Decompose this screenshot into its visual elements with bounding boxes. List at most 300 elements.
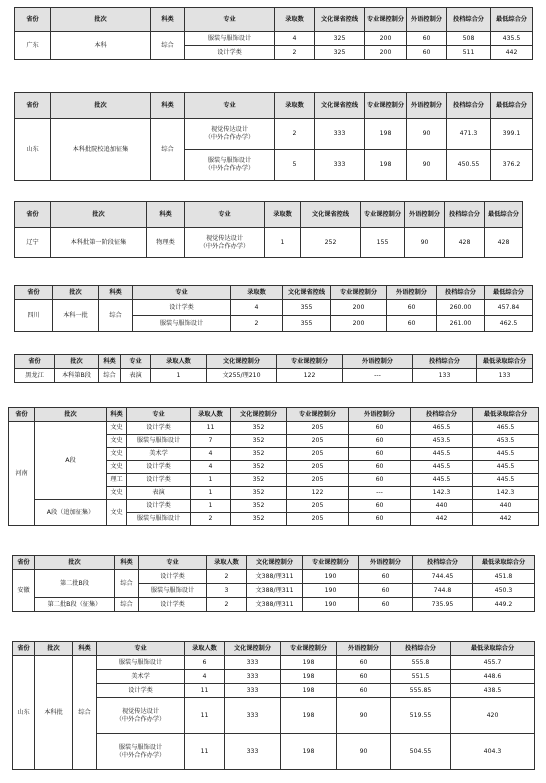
province-cell: 辽宁 [15,228,51,258]
min-score-cell: 457.84 [485,300,533,316]
culture-cell: 333 [315,150,365,181]
min-score-cell: 435.5 [491,32,533,46]
batch-cell: 本科批 [35,656,73,770]
category-cell: 文史 [107,448,127,461]
header-min-score: 最低录取综合分 [451,642,535,656]
culture-cell: 352 [231,422,287,435]
header-min-score: 最低录取综合分 [477,355,533,369]
foreign-cell: 60 [337,670,391,684]
foreign-cell: 90 [337,734,391,770]
header-province: 省份 [13,556,35,570]
score-cell: 555.8 [391,656,451,670]
min-score-cell: 465.5 [473,422,539,435]
pro-cell: 205 [287,448,349,461]
table-row [15,228,523,258]
header-category: 科类 [151,93,185,119]
foreign-cell: 60 [349,461,411,474]
foreign-cell: 90 [337,698,391,734]
category-cell: 文史 [107,435,127,448]
header-category: 科类 [99,286,133,300]
header-batch: 批次 [51,202,147,228]
admitted-cell: 11 [185,684,225,698]
foreign-cell: --- [349,487,411,500]
header-major: 专业 [185,202,265,228]
admitted-cell: 1 [265,228,301,258]
pro-cell: 205 [287,422,349,435]
major-note: （中外合作办学） [115,751,166,759]
min-score-cell: 445.5 [473,461,539,474]
header-foreign-line: 外语控制分 [337,642,391,656]
category-cell: 综合 [73,656,97,770]
score-cell: 261.00 [437,316,485,332]
table-row [15,32,533,46]
culture-cell: 352 [231,513,287,526]
culture-cell: 352 [231,461,287,474]
header-pro-line: 专业课控制分 [365,93,407,119]
category-cell: 综合 [151,119,185,181]
admission-table-shandong [12,641,535,770]
header-pro-line: 专业课控制分 [287,408,349,422]
major-cell [97,734,185,770]
category-cell: 文史 [107,422,127,435]
min-score-cell: 142.3 [473,487,539,500]
major-cell: 设计学类 [127,500,191,513]
score-cell: 445.5 [411,474,473,487]
culture-cell: 352 [231,474,287,487]
foreign-cell: 60 [337,656,391,670]
header-admitted: 录取数 [231,286,283,300]
admitted-cell: 5 [275,150,315,181]
batch-cell: 本科第B段 [55,369,99,383]
score-cell: 440 [411,500,473,513]
admitted-cell: 2 [231,316,283,332]
culture-cell: 文388/理311 [247,570,303,584]
header-category: 科类 [107,408,127,422]
header-score: 投档综合分 [437,286,485,300]
min-score-cell: 440 [473,500,539,513]
culture-cell: 325 [315,32,365,46]
admitted-cell: 1 [191,487,231,500]
admitted-cell: 2 [191,513,231,526]
header-category: 科类 [147,202,185,228]
foreign-cell: 60 [349,435,411,448]
province-cell: 广东 [15,32,51,60]
header-foreign-line: 外语控制分 [343,355,413,369]
header-min-score: 最低综合分 [485,286,533,300]
score-cell: 508 [447,32,491,46]
culture-cell: 352 [231,448,287,461]
pro-cell: 198 [281,684,337,698]
header-major: 专业 [185,93,275,119]
min-score-cell: 445.5 [473,448,539,461]
pro-cell: 205 [287,461,349,474]
major-cell: 服装与服饰设计 [185,32,275,46]
major-cell: 设计学类 [139,598,207,612]
culture-cell: 352 [231,500,287,513]
min-score-cell: 376.2 [491,150,533,181]
min-score-cell: 451.8 [473,570,535,584]
batch-cell: A段（追加征集） [35,500,107,526]
header-province: 省份 [15,286,53,300]
header-row [15,202,523,228]
header-min-score: 最低录取综合分 [473,556,535,570]
batch-cell: 本科 [51,32,151,60]
admission-table-shandong-supplement [14,92,533,181]
min-score-cell: 462.5 [485,316,533,332]
header-score: 投档综合分 [413,556,473,570]
pro-cell: 205 [287,474,349,487]
major-cell: 美术学 [97,670,185,684]
header-batch: 批次 [51,93,151,119]
header-major: 专业 [121,355,151,369]
culture-cell: 333 [225,734,281,770]
admitted-cell: 11 [185,698,225,734]
header-batch: 批次 [35,408,107,422]
province-cell: 安徽 [13,570,35,612]
culture-cell: 333 [225,698,281,734]
major-note: （中外合作办学） [204,165,255,172]
admitted-cell: 4 [185,670,225,684]
score-cell: 445.5 [411,448,473,461]
header-province: 省份 [15,8,51,32]
header-culture-line: 文化课省控线 [301,202,361,228]
foreign-cell: 60 [349,474,411,487]
category-cell: 综合 [115,598,139,612]
category-cell: 文史 [107,461,127,474]
min-score-cell: 449.2 [473,598,535,612]
admitted-cell: 4 [275,32,315,46]
score-cell: 471.3 [447,119,491,150]
admission-table-guangdong [14,7,533,60]
foreign-cell: 60 [387,316,437,332]
category-cell: 综合 [99,300,133,332]
culture-cell: 文388/理311 [247,598,303,612]
batch-cell: 本科批第一阶段征集 [51,228,147,258]
admitted-cell: 3 [207,584,247,598]
culture-cell: 333 [225,670,281,684]
batch-cell: 本科批院校追加征集 [51,119,151,181]
major-cell [185,119,275,150]
header-score: 投档综合分 [413,355,477,369]
header-category: 科类 [99,355,121,369]
min-score-cell: 399.1 [491,119,533,150]
min-score-cell: 404.3 [451,734,535,770]
score-cell: 744.8 [413,584,473,598]
category-cell: 物理类 [147,228,185,258]
admitted-cell: 1 [151,369,207,383]
category-cell: 文史 [107,487,127,500]
header-province: 省份 [9,408,35,422]
pro-cell: 122 [287,487,349,500]
header-foreign-line: 外语控制分 [405,202,445,228]
score-cell: 551.5 [391,670,451,684]
header-row [15,286,533,300]
header-pro-line: 专业课控制分 [331,286,387,300]
major-cell: 设计学类 [127,474,191,487]
province-cell: 山东 [15,119,51,181]
header-admitted: 录取数 [275,93,315,119]
admitted-cell: 1 [191,474,231,487]
header-admitted: 录取人数 [151,355,207,369]
pro-cell: 155 [361,228,405,258]
major-note: （中外合作办学） [204,134,255,141]
major-cell: 服装与服饰设计 [127,513,191,526]
category-cell: 综合 [115,570,139,598]
foreign-cell: 60 [359,570,413,584]
header-foreign-line: 外语控制分 [407,8,447,32]
header-pro-line: 专业课控制分 [281,642,337,656]
header-row [13,556,535,570]
culture-cell: 文388/理311 [247,584,303,598]
category-cell: 综合 [151,32,185,60]
header-province: 省份 [15,93,51,119]
table-row [15,300,533,316]
province-cell: 四川 [15,300,53,332]
major-cell: 服装与服饰设计 [133,316,231,332]
foreign-cell: --- [343,369,413,383]
pro-cell: 205 [287,513,349,526]
header-major: 专业 [133,286,231,300]
major-name: 服装与服饰设计 [118,743,163,751]
header-score: 投档综合分 [391,642,451,656]
score-cell: 735.95 [413,598,473,612]
min-score-cell: 420 [451,698,535,734]
score-cell: 744.45 [413,570,473,584]
major-cell [97,698,185,734]
header-batch: 批次 [35,556,115,570]
header-foreign-line: 外语控制分 [349,408,411,422]
culture-cell: 325 [315,46,365,60]
score-cell: 453.5 [411,435,473,448]
admitted-cell: 2 [207,598,247,612]
header-culture-line: 文化课控制分 [225,642,281,656]
major-cell: 设计学类 [185,46,275,60]
header-admitted: 录取数 [265,202,301,228]
major-note: （中外合作办学） [199,242,250,250]
admitted-cell: 4 [191,461,231,474]
header-min-score: 最低综合分 [491,93,533,119]
min-score-cell: 455.7 [451,656,535,670]
major-cell: 服装与服饰设计 [139,584,207,598]
pro-cell: 198 [365,150,407,181]
culture-cell: 333 [225,684,281,698]
header-admitted: 录取数 [275,8,315,32]
major-cell: 设计学类 [97,684,185,698]
major-cell: 表演 [127,487,191,500]
header-major: 专业 [97,642,185,656]
min-score-cell: 428 [485,228,523,258]
province-cell: 河南 [9,422,35,526]
category-cell: 文史 [107,500,127,526]
major-name: 视觉传达设计 [210,126,249,134]
admission-table-sichuan [14,285,533,332]
province-cell: 山东 [13,656,35,770]
foreign-cell: 60 [349,422,411,435]
header-major: 专业 [127,408,191,422]
table-row [9,422,539,435]
score-cell: 142.3 [411,487,473,500]
major-cell: 设计学类 [139,570,207,584]
header-category: 科类 [73,642,97,656]
table-row [13,656,535,670]
foreign-cell: 90 [407,150,447,181]
min-score-cell: 453.5 [473,435,539,448]
major-cell: 设计学类 [133,300,231,316]
major-cell [185,228,265,258]
pro-cell: 122 [277,369,343,383]
score-cell: 260.00 [437,300,485,316]
header-major: 专业 [139,556,207,570]
header-foreign-line: 外语控制分 [359,556,413,570]
culture-cell: 文255/理210 [207,369,277,383]
major-cell: 设计学类 [127,422,191,435]
header-pro-line: 专业课控制分 [303,556,359,570]
header-culture-line: 文化课控制分 [247,556,303,570]
score-cell: 504.55 [391,734,451,770]
min-score-cell: 438.5 [451,684,535,698]
admission-table-henan [8,407,539,526]
header-major: 专业 [185,8,275,32]
header-pro-line: 专业课控制分 [361,202,405,228]
foreign-cell: 60 [349,500,411,513]
culture-cell: 355 [283,316,331,332]
header-category: 科类 [151,8,185,32]
major-note: （中外合作办学） [115,715,166,723]
culture-cell: 355 [283,300,331,316]
admitted-cell: 2 [207,570,247,584]
min-score-cell: 442 [473,513,539,526]
score-cell: 465.5 [411,422,473,435]
header-min-score: 最低综合分 [485,202,523,228]
pro-cell: 198 [281,698,337,734]
category-cell: 综合 [99,369,121,383]
foreign-cell: 60 [337,684,391,698]
header-admitted: 录取人数 [207,556,247,570]
culture-cell: 352 [231,435,287,448]
admitted-cell: 11 [185,734,225,770]
batch-cell: A段 [35,422,107,500]
major-cell: 表演 [121,369,151,383]
score-cell: 442 [411,513,473,526]
header-batch: 批次 [35,642,73,656]
admission-table-heilongjiang [14,354,533,383]
min-score-cell: 133 [477,369,533,383]
pro-cell: 200 [365,32,407,46]
header-culture-line: 文化课省控线 [315,93,365,119]
header-score: 投档综合分 [447,8,491,32]
batch-cell: 第二批B段 [35,570,115,598]
admitted-cell: 11 [191,422,231,435]
header-row [9,408,539,422]
admitted-cell: 6 [185,656,225,670]
header-culture-line: 文化课控制分 [207,355,277,369]
header-foreign-line: 外语控制分 [387,286,437,300]
major-cell: 服装与服饰设计 [97,656,185,670]
min-score-cell: 450.3 [473,584,535,598]
header-category: 科类 [115,556,139,570]
admitted-cell: 4 [231,300,283,316]
admission-table-liaoning [14,201,523,258]
culture-cell: 352 [231,487,287,500]
score-cell: 555.85 [391,684,451,698]
admitted-cell: 7 [191,435,231,448]
score-cell: 133 [413,369,477,383]
header-row [15,93,533,119]
header-score: 投档综合分 [445,202,485,228]
header-province: 省份 [15,355,55,369]
pro-cell: 190 [303,584,359,598]
major-name: 视觉传达设计 [121,707,160,715]
header-admitted: 录取人数 [185,642,225,656]
header-pro-line: 专业课控制分 [277,355,343,369]
pro-cell: 190 [303,598,359,612]
foreign-cell: 60 [387,300,437,316]
header-foreign-line: 外语控制分 [407,93,447,119]
major-name: 服装与服饰设计 [207,157,252,165]
score-cell: 511 [447,46,491,60]
culture-cell: 333 [225,656,281,670]
admitted-cell: 2 [275,46,315,60]
category-cell: 理工 [107,474,127,487]
header-score: 投档综合分 [411,408,473,422]
header-batch: 批次 [51,8,151,32]
table-row [13,598,535,612]
header-province: 省份 [15,202,51,228]
pro-cell: 190 [303,570,359,584]
score-cell: 445.5 [411,461,473,474]
foreign-cell: 60 [359,598,413,612]
major-cell: 服装与服饰设计 [127,435,191,448]
pro-cell: 198 [281,734,337,770]
foreign-cell: 90 [407,119,447,150]
pro-cell: 200 [365,46,407,60]
foreign-cell: 60 [349,513,411,526]
admitted-cell: 2 [275,119,315,150]
table-row [15,119,533,150]
pro-cell: 198 [365,119,407,150]
header-score: 投档综合分 [447,93,491,119]
foreign-cell: 60 [359,584,413,598]
province-cell: 黑龙江 [15,369,55,383]
header-batch: 批次 [53,286,99,300]
table-row [13,570,535,584]
pro-cell: 198 [281,670,337,684]
min-score-cell: 442 [491,46,533,60]
header-row [15,8,533,32]
foreign-cell: 60 [349,448,411,461]
score-cell: 519.55 [391,698,451,734]
header-min-score: 最低录取综合分 [473,408,539,422]
foreign-cell: 60 [407,32,447,46]
score-cell: 428 [445,228,485,258]
foreign-cell: 90 [405,228,445,258]
batch-cell: 本科一批 [53,300,99,332]
header-culture-line: 文化课省控线 [315,8,365,32]
major-cell: 美术学 [127,448,191,461]
culture-cell: 333 [315,119,365,150]
batch-cell: 第二批B段（征集） [35,598,115,612]
header-province: 省份 [13,642,35,656]
header-culture-line: 文化课控制分 [231,408,287,422]
major-name: 视觉传达设计 [205,234,244,242]
pro-cell: 205 [287,435,349,448]
pro-cell: 205 [287,500,349,513]
major-cell [185,150,275,181]
header-row [13,642,535,656]
admission-table-anhui [12,555,535,612]
culture-cell: 252 [301,228,361,258]
admitted-cell: 4 [191,448,231,461]
